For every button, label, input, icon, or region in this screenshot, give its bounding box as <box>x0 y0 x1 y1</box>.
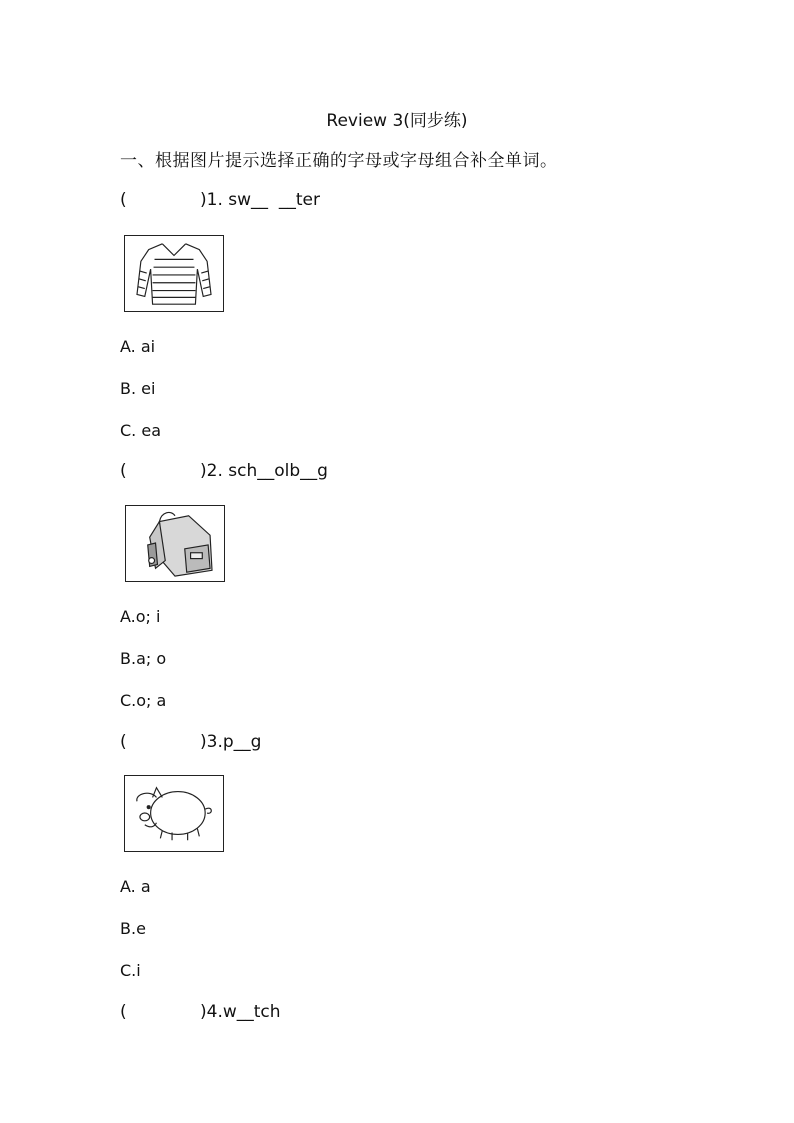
answer-paren-close: ) <box>200 190 207 210</box>
option-1a: A. ai <box>120 337 156 356</box>
answer-paren-close: ) <box>200 461 207 481</box>
schoolbag-picture <box>125 505 225 582</box>
answer-paren-open[interactable]: ( <box>120 732 127 752</box>
option-3c: C.i <box>120 961 141 980</box>
option-3b: B.e <box>120 919 146 938</box>
sweater-icon <box>125 236 223 311</box>
question-2 <box>120 461 328 481</box>
question-1 <box>120 190 320 210</box>
answer-paren-close: ) <box>200 732 207 752</box>
page-title: Review 3(同步练) <box>326 111 468 131</box>
option-2c: C.o; a <box>120 691 167 710</box>
pig-picture <box>124 775 224 852</box>
question-4 <box>120 1002 281 1022</box>
option-2b: B.a; o <box>120 649 167 668</box>
answer-paren-open[interactable]: ( <box>120 190 127 210</box>
pig-icon <box>125 776 223 851</box>
question-text: 2. sch__olb__g <box>206 461 328 481</box>
question-3 <box>120 732 261 752</box>
option-1c: C. ea <box>120 421 161 440</box>
option-3a: A. a <box>120 877 151 896</box>
schoolbag-icon <box>126 506 224 581</box>
question-text: 4.w__tch <box>206 1002 281 1022</box>
option-1b: B. ei <box>120 379 156 398</box>
answer-paren-open[interactable]: ( <box>120 1002 127 1022</box>
option-2a: A.o; i <box>120 607 161 626</box>
question-text: 1. sw__ __ter <box>206 190 320 210</box>
section-heading: 一、根据图片提示选择正确的字母或字母组合补全单词。 <box>120 151 558 171</box>
answer-paren-open[interactable]: ( <box>120 461 127 481</box>
question-text: 3.p__g <box>206 732 262 752</box>
answer-paren-close: ) <box>200 1002 207 1022</box>
sweater-picture <box>124 235 224 312</box>
